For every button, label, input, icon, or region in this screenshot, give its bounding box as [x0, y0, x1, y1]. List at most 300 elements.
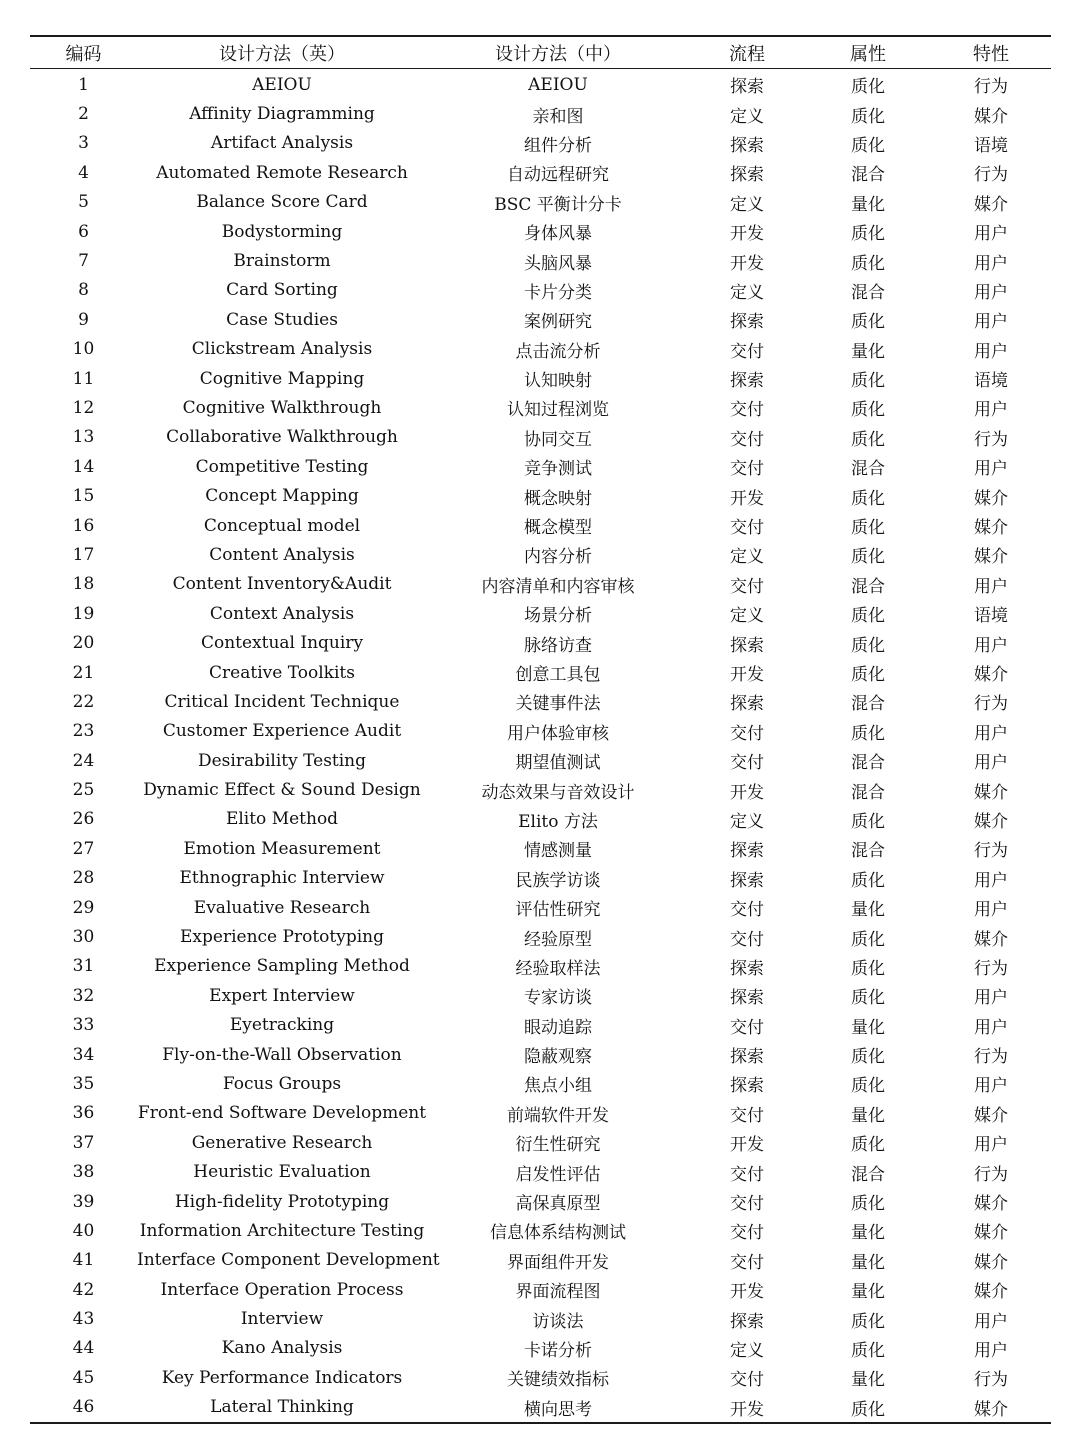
- table-row: [30, 952, 1051, 981]
- cell-characteristic: 行为: [974, 1164, 1008, 1185]
- cell-process: 探索: [730, 165, 764, 186]
- cell-code: 7: [78, 251, 89, 272]
- cell-attribute: 质化: [851, 312, 885, 333]
- cell-method-english: Focus Groups: [222, 1073, 342, 1094]
- table-row: [30, 1157, 1051, 1186]
- cell-process: 交付: [730, 1164, 764, 1185]
- cell-process: 探索: [730, 988, 764, 1009]
- cell-method-english: Experience Sampling Method: [154, 956, 410, 977]
- cell-attribute: 量化: [851, 900, 885, 921]
- cell-process: 交付: [730, 576, 764, 597]
- cell-method-chinese: BSC 平衡计分卡: [494, 194, 622, 215]
- cell-process: 开发: [730, 782, 764, 803]
- table-row: [30, 393, 1051, 422]
- cell-method-chinese: 横向思考: [524, 1399, 592, 1420]
- cell-process: 交付: [730, 929, 764, 950]
- cell-characteristic: 媒介: [974, 194, 1008, 215]
- cell-attribute: 混合: [851, 1164, 885, 1185]
- cell-method-english: Ethnographic Interview: [179, 868, 385, 889]
- cell-process: 开发: [730, 224, 764, 245]
- cell-attribute: 质化: [851, 77, 885, 98]
- cell-attribute: 混合: [851, 459, 885, 480]
- cell-method-english: Front-end Software Development: [137, 1103, 427, 1124]
- table-row: [30, 1069, 1051, 1098]
- cell-process: 定义: [730, 1340, 764, 1361]
- cell-process: 交付: [730, 1105, 764, 1126]
- table-header: [30, 36, 1051, 69]
- header-process: 流程: [729, 43, 765, 65]
- cell-method-chinese: 场景分析: [524, 606, 592, 627]
- cell-method-chinese: 卡诺分析: [524, 1340, 592, 1361]
- cell-characteristic: 用户: [974, 224, 1008, 245]
- cell-characteristic: 媒介: [974, 782, 1008, 803]
- cell-process: 探索: [730, 135, 764, 156]
- cell-code: 11: [72, 368, 95, 389]
- cell-method-english: Interface Operation Process: [160, 1279, 404, 1300]
- table-row: [30, 1334, 1051, 1363]
- cell-attribute: 量化: [851, 1282, 885, 1303]
- table-row: [30, 511, 1051, 540]
- cell-characteristic: 行为: [974, 1370, 1008, 1391]
- cell-code: 39: [72, 1191, 95, 1212]
- cell-attribute: 量化: [851, 1017, 885, 1038]
- cell-attribute: 质化: [851, 253, 885, 274]
- table-row: [30, 1099, 1051, 1128]
- table-row: [30, 158, 1051, 187]
- table-row: [30, 599, 1051, 628]
- cell-attribute: 量化: [851, 1105, 885, 1126]
- table-body: [30, 69, 1051, 1423]
- cell-method-chinese: 界面流程图: [515, 1282, 601, 1303]
- cell-attribute: 质化: [851, 1311, 885, 1332]
- cell-method-chinese: 关键事件法: [515, 694, 601, 715]
- cell-attribute: 质化: [851, 811, 885, 832]
- cell-method-chinese: 竞争测试: [524, 459, 592, 480]
- cell-characteristic: 媒介: [974, 1194, 1008, 1215]
- cell-characteristic: 用户: [974, 253, 1008, 274]
- cell-process: 探索: [730, 870, 764, 891]
- cell-characteristic: 用户: [974, 870, 1008, 891]
- cell-attribute: 质化: [851, 988, 885, 1009]
- cell-attribute: 量化: [851, 1252, 885, 1273]
- cell-method-chinese: 亲和图: [532, 106, 584, 127]
- cell-method-chinese: 卡片分类: [524, 282, 592, 303]
- cell-method-english: Collaborative Walkthrough: [166, 427, 398, 448]
- cell-process: 定义: [730, 194, 764, 215]
- cell-attribute: 质化: [851, 488, 885, 509]
- cell-process: 交付: [730, 1017, 764, 1038]
- cell-attribute: 质化: [851, 606, 885, 627]
- table-row: [30, 246, 1051, 275]
- cell-code: 24: [72, 750, 95, 771]
- cell-method-english: Lateral Thinking: [210, 1397, 354, 1418]
- cell-code: 12: [72, 397, 95, 418]
- cell-characteristic: 用户: [974, 1311, 1008, 1332]
- cell-method-english: Bodystorming: [221, 221, 343, 242]
- cell-method-chinese: 内容分析: [524, 547, 592, 568]
- cell-method-english: Conceptual model: [203, 515, 361, 536]
- cell-characteristic: 用户: [974, 341, 1008, 362]
- cell-code: 35: [72, 1073, 95, 1094]
- cell-method-chinese: 内容清单和内容审核: [481, 576, 635, 597]
- table-row: [30, 1128, 1051, 1157]
- cell-method-chinese: Elito 方法: [518, 811, 598, 832]
- header-row: [30, 36, 1051, 69]
- cell-method-chinese: 衍生性研究: [515, 1135, 601, 1156]
- table-row: [30, 1304, 1051, 1333]
- cell-method-chinese: 专家访谈: [524, 988, 592, 1009]
- cell-method-chinese: 脉络访查: [524, 635, 592, 656]
- cell-method-english: Key Performance Indicators: [161, 1367, 403, 1388]
- cell-characteristic: 媒介: [974, 488, 1008, 509]
- cell-process: 交付: [730, 723, 764, 744]
- cell-method-english: Dynamic Effect & Sound Design: [143, 780, 421, 801]
- cell-attribute: 质化: [851, 929, 885, 950]
- cell-method-chinese: 组件分析: [524, 135, 592, 156]
- cell-code: 9: [78, 309, 89, 330]
- cell-process: 开发: [730, 665, 764, 685]
- cell-characteristic: 媒介: [974, 665, 1008, 685]
- cell-characteristic: 语境: [974, 606, 1008, 627]
- cell-characteristic: 媒介: [974, 518, 1008, 539]
- cell-attribute: 质化: [851, 870, 885, 891]
- cell-method-english: Balance Score Card: [196, 192, 368, 213]
- cell-characteristic: 语境: [974, 371, 1008, 392]
- cell-code: 36: [72, 1103, 95, 1124]
- cell-attribute: 量化: [851, 1370, 885, 1391]
- header-attribute: 属性: [850, 43, 886, 65]
- cell-process: 探索: [730, 635, 764, 656]
- cell-method-english: Content Inventory&Audit: [172, 574, 392, 595]
- table-row: [30, 834, 1051, 863]
- cell-attribute: 质化: [851, 1340, 885, 1361]
- cell-characteristic: 行为: [974, 958, 1008, 979]
- table-row: [30, 335, 1051, 364]
- cell-code: 8: [78, 280, 89, 301]
- cell-code: 38: [72, 1162, 95, 1183]
- table-row: [30, 69, 1051, 100]
- cell-method-english: AEIOU: [252, 74, 312, 95]
- cell-method-english: Case Studies: [226, 309, 338, 330]
- cell-characteristic: 用户: [974, 1135, 1008, 1156]
- cell-attribute: 质化: [851, 224, 885, 245]
- cell-characteristic: 行为: [974, 165, 1008, 186]
- cell-code: 31: [72, 956, 95, 977]
- cell-attribute: 量化: [851, 194, 885, 215]
- cell-process: 探索: [730, 694, 764, 715]
- table-row: [30, 452, 1051, 481]
- cell-code: 30: [72, 927, 95, 948]
- table-row: [30, 893, 1051, 922]
- cell-characteristic: 用户: [974, 635, 1008, 656]
- cell-characteristic: 用户: [974, 576, 1008, 597]
- table-row: [30, 570, 1051, 599]
- design-methods-table-container: [30, 35, 1051, 1424]
- cell-code: 14: [72, 456, 95, 477]
- cell-characteristic: 媒介: [974, 1252, 1008, 1273]
- cell-code: 20: [72, 633, 95, 654]
- cell-code: 29: [72, 897, 95, 918]
- cell-method-chinese: 动态效果与音效设计: [481, 782, 635, 803]
- cell-method-english: Expert Interview: [209, 985, 355, 1006]
- cell-attribute: 质化: [851, 1047, 885, 1068]
- table-row: [30, 981, 1051, 1010]
- cell-method-english: Evaluative Research: [193, 897, 371, 918]
- cell-characteristic: 用户: [974, 1017, 1008, 1038]
- table-row: [30, 1363, 1051, 1392]
- cell-method-english: Clickstream Analysis: [191, 339, 373, 360]
- table-row: [30, 1216, 1051, 1245]
- header-method-chinese: 设计方法（中）: [495, 43, 621, 65]
- table-row: [30, 628, 1051, 657]
- cell-characteristic: 媒介: [974, 1399, 1008, 1420]
- table-row: [30, 658, 1051, 687]
- cell-attribute: 混合: [851, 841, 885, 862]
- table-row: [30, 481, 1051, 510]
- cell-code: 34: [72, 1044, 95, 1065]
- cell-method-chinese: 概念映射: [524, 488, 592, 509]
- cell-code: 44: [72, 1338, 95, 1359]
- cell-process: 开发: [730, 1282, 764, 1303]
- cell-method-english: Interface Component Development: [137, 1250, 440, 1271]
- cell-method-chinese: 创意工具包: [515, 665, 601, 685]
- cell-code: 16: [72, 515, 95, 536]
- cell-characteristic: 用户: [974, 1076, 1008, 1097]
- cell-method-english: Customer Experience Audit: [162, 721, 402, 742]
- cell-method-chinese: 隐蔽观察: [524, 1047, 592, 1068]
- table-row: [30, 864, 1051, 893]
- cell-characteristic: 用户: [974, 459, 1008, 480]
- cell-process: 交付: [730, 518, 764, 539]
- cell-code: 18: [72, 574, 95, 595]
- table-row: [30, 1187, 1051, 1216]
- cell-code: 32: [72, 985, 95, 1006]
- cell-code: 33: [72, 1015, 95, 1036]
- cell-process: 定义: [730, 282, 764, 303]
- cell-method-chinese: AEIOU: [528, 74, 588, 95]
- cell-method-chinese: 情感测量: [524, 841, 592, 862]
- cell-characteristic: 用户: [974, 312, 1008, 333]
- cell-attribute: 质化: [851, 723, 885, 744]
- cell-characteristic: 媒介: [974, 106, 1008, 127]
- cell-attribute: 量化: [851, 341, 885, 362]
- cell-process: 开发: [730, 1135, 764, 1156]
- cell-attribute: 混合: [851, 282, 885, 303]
- cell-characteristic: 用户: [974, 282, 1008, 303]
- cell-method-chinese: 期望值测试: [515, 753, 601, 774]
- cell-method-english: Context Analysis: [209, 603, 355, 624]
- cell-process: 探索: [730, 1047, 764, 1068]
- cell-method-english: Eyetracking: [229, 1015, 335, 1036]
- cell-characteristic: 用户: [974, 723, 1008, 744]
- table-row: [30, 922, 1051, 951]
- table-row: [30, 305, 1051, 334]
- table-row: [30, 775, 1051, 804]
- cell-attribute: 质化: [851, 1194, 885, 1215]
- cell-process: 交付: [730, 400, 764, 421]
- cell-method-chinese: 评估性研究: [515, 900, 601, 921]
- cell-method-english: Heuristic Evaluation: [193, 1162, 371, 1183]
- cell-code: 1: [78, 74, 89, 95]
- cell-characteristic: 行为: [974, 77, 1008, 98]
- cell-code: 21: [72, 662, 95, 683]
- cell-method-english: Information Architecture Testing: [139, 1220, 425, 1241]
- cell-method-chinese: 头脑风暴: [524, 253, 592, 274]
- cell-attribute: 质化: [851, 1135, 885, 1156]
- cell-method-chinese: 自动远程研究: [507, 165, 609, 186]
- cell-attribute: 质化: [851, 400, 885, 421]
- cell-code: 5: [78, 192, 89, 213]
- cell-attribute: 质化: [851, 1399, 885, 1420]
- cell-method-english: Competitive Testing: [195, 456, 369, 477]
- cell-characteristic: 行为: [974, 694, 1008, 715]
- cell-code: 26: [72, 809, 95, 830]
- cell-attribute: 质化: [851, 371, 885, 392]
- table-row: [30, 687, 1051, 716]
- cell-characteristic: 媒介: [974, 1105, 1008, 1126]
- cell-method-english: Interview: [240, 1309, 324, 1330]
- cell-method-english: Content Analysis: [209, 544, 355, 565]
- cell-attribute: 混合: [851, 165, 885, 186]
- cell-characteristic: 媒介: [974, 811, 1008, 832]
- cell-attribute: 质化: [851, 429, 885, 450]
- cell-method-chinese: 身体风暴: [524, 224, 592, 245]
- cell-characteristic: 媒介: [974, 1282, 1008, 1303]
- table-row: [30, 805, 1051, 834]
- cell-method-chinese: 认知过程浏览: [507, 400, 609, 421]
- cell-characteristic: 用户: [974, 1340, 1008, 1361]
- cell-attribute: 混合: [851, 753, 885, 774]
- cell-code: 45: [72, 1367, 95, 1388]
- cell-attribute: 质化: [851, 518, 885, 539]
- cell-method-chinese: 启发性评估: [515, 1164, 601, 1185]
- cell-method-chinese: 焦点小组: [524, 1076, 592, 1097]
- cell-code: 15: [72, 486, 95, 507]
- cell-process: 交付: [730, 1370, 764, 1391]
- cell-method-english: Concept Mapping: [205, 486, 359, 507]
- cell-process: 交付: [730, 341, 764, 362]
- cell-process: 交付: [730, 753, 764, 774]
- cell-process: 交付: [730, 459, 764, 480]
- table-row: [30, 1393, 1051, 1423]
- cell-code: 23: [72, 721, 95, 742]
- cell-code: 46: [72, 1397, 95, 1418]
- cell-characteristic: 用户: [974, 900, 1008, 921]
- cell-method-english: Experience Prototyping: [180, 927, 384, 948]
- cell-process: 交付: [730, 1252, 764, 1273]
- table-row: [30, 217, 1051, 246]
- cell-process: 交付: [730, 1223, 764, 1244]
- cell-method-chinese: 界面组件开发: [507, 1252, 609, 1273]
- cell-process: 探索: [730, 958, 764, 979]
- cell-process: 开发: [730, 488, 764, 509]
- cell-characteristic: 行为: [974, 841, 1008, 862]
- cell-code: 6: [78, 221, 89, 242]
- cell-code: 43: [72, 1309, 95, 1330]
- cell-process: 定义: [730, 811, 764, 832]
- cell-method-english: Kano Analysis: [221, 1338, 343, 1359]
- cell-method-english: Affinity Diagramming: [189, 104, 375, 125]
- table-row: [30, 188, 1051, 217]
- cell-code: 13: [72, 427, 95, 448]
- cell-process: 交付: [730, 1194, 764, 1215]
- table-row: [30, 423, 1051, 452]
- header-characteristic: 特性: [973, 43, 1009, 65]
- table-row: [30, 364, 1051, 393]
- cell-method-english: Desirability Testing: [197, 750, 367, 771]
- cell-attribute: 混合: [851, 782, 885, 803]
- cell-attribute: 质化: [851, 547, 885, 568]
- table-row: [30, 1275, 1051, 1304]
- cell-code: 25: [72, 780, 95, 801]
- table-row: [30, 540, 1051, 569]
- cell-attribute: 质化: [851, 958, 885, 979]
- cell-method-english: Brainstorm: [233, 251, 331, 272]
- cell-code: 40: [72, 1220, 95, 1241]
- cell-process: 探索: [730, 77, 764, 98]
- cell-attribute: 质化: [851, 106, 885, 127]
- cell-attribute: 量化: [851, 1223, 885, 1244]
- cell-code: 17: [72, 544, 95, 565]
- cell-method-chinese: 访谈法: [532, 1311, 584, 1332]
- cell-code: 3: [78, 133, 89, 154]
- design-methods-table: [30, 35, 1051, 1424]
- cell-method-english: Creative Toolkits: [209, 662, 355, 683]
- cell-method-chinese: 关键绩效指标: [507, 1370, 609, 1391]
- cell-attribute: 质化: [851, 635, 885, 656]
- cell-process: 探索: [730, 371, 764, 392]
- cell-method-english: Cognitive Mapping: [199, 368, 365, 389]
- cell-process: 定义: [730, 606, 764, 627]
- cell-process: 定义: [730, 106, 764, 127]
- cell-process: 探索: [730, 1311, 764, 1332]
- cell-code: 19: [72, 603, 95, 624]
- cell-method-chinese: 经验取样法: [515, 958, 601, 979]
- header-code: 编码: [65, 43, 102, 65]
- header-method-english: 设计方法（英）: [219, 43, 345, 65]
- cell-method-chinese: 概念模型: [524, 518, 592, 539]
- cell-method-english: Elito Method: [225, 809, 339, 830]
- cell-method-english: Automated Remote Research: [156, 162, 408, 183]
- cell-method-english: Generative Research: [191, 1132, 373, 1153]
- cell-code: 4: [78, 162, 89, 183]
- cell-method-chinese: 信息体系结构测试: [490, 1223, 626, 1244]
- cell-method-chinese: 民族学访谈: [515, 870, 601, 891]
- table-row: [30, 129, 1051, 158]
- cell-characteristic: 媒介: [974, 547, 1008, 568]
- cell-method-english: High-fidelity Prototyping: [174, 1191, 390, 1212]
- cell-process: 开发: [730, 1399, 764, 1420]
- cell-attribute: 质化: [851, 1076, 885, 1097]
- cell-method-chinese: 案例研究: [524, 312, 592, 333]
- cell-code: 28: [72, 868, 95, 889]
- cell-code: 42: [72, 1279, 95, 1300]
- cell-process: 探索: [730, 1076, 764, 1097]
- cell-code: 22: [72, 691, 95, 712]
- table-row: [30, 1011, 1051, 1040]
- cell-attribute: 混合: [851, 576, 885, 597]
- table-row: [30, 717, 1051, 746]
- table-row: [30, 276, 1051, 305]
- cell-process: 开发: [730, 253, 764, 274]
- cell-method-english: Card Sorting: [226, 280, 338, 301]
- cell-method-chinese: 认知映射: [524, 371, 592, 392]
- cell-process: 定义: [730, 547, 764, 568]
- cell-process: 交付: [730, 900, 764, 921]
- cell-code: 37: [72, 1132, 95, 1153]
- cell-code: 27: [72, 838, 95, 859]
- cell-code: 41: [72, 1250, 95, 1271]
